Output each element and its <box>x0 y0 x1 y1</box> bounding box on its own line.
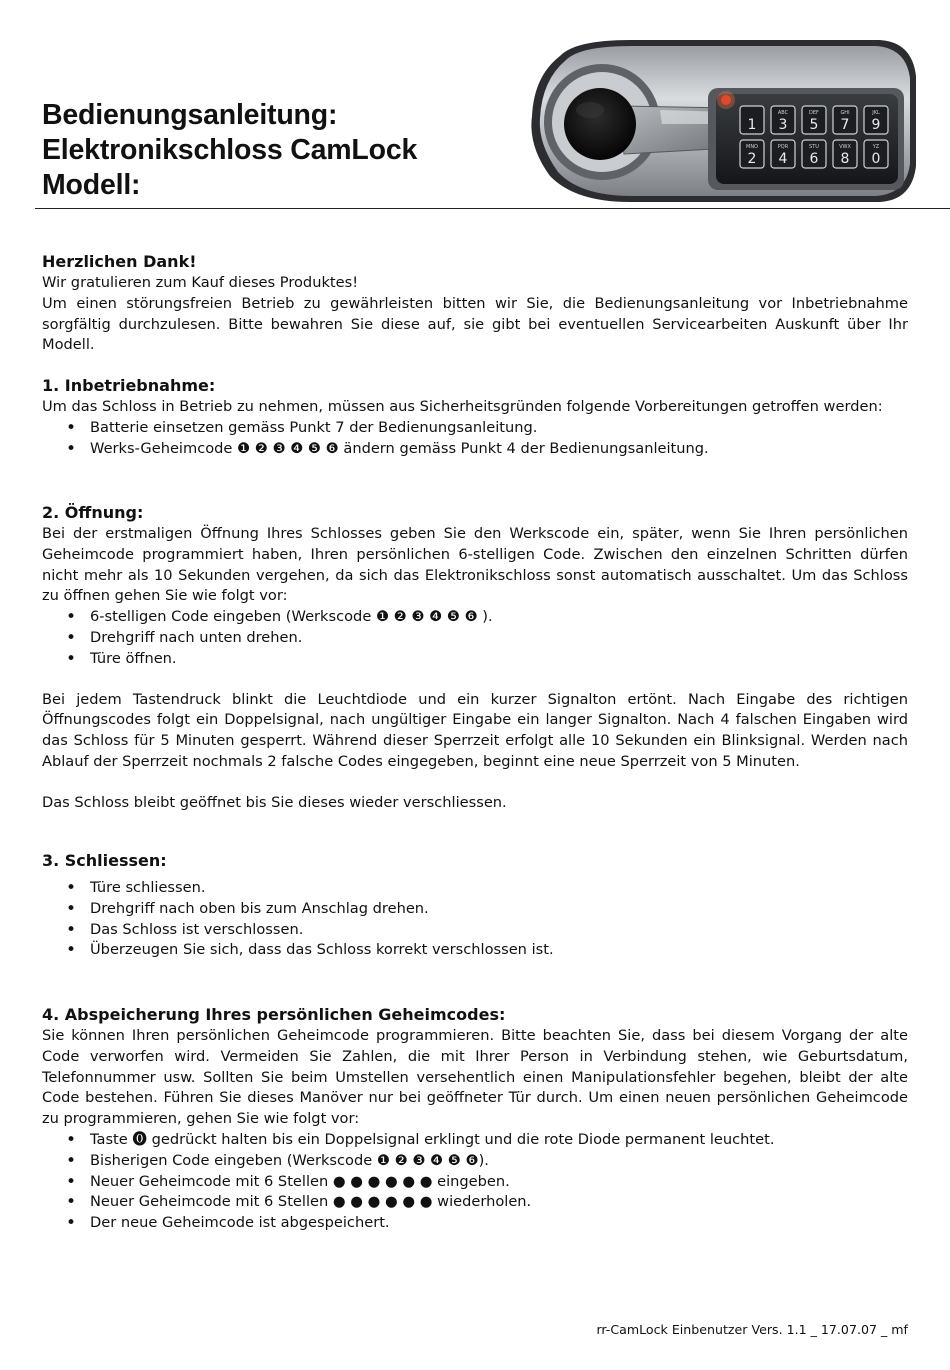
list-item: • Der neue Geheimcode ist abgespeichert. <box>42 1213 908 1234</box>
intro-heading: Herzlichen Dank! <box>42 252 197 271</box>
document-title <box>42 98 512 203</box>
list-item-text: Neuer Geheimcode mit 6 Stellen <box>90 1193 333 1211</box>
intro-section <box>42 251 908 356</box>
keypad-key-digit: 7 <box>840 117 850 133</box>
list-item-text: 6-stelligen Code eingeben (Werkscode <box>90 608 376 626</box>
keypad-key-0 <box>864 140 888 168</box>
keypad-key-5 <box>802 106 826 134</box>
list-item <box>42 1151 908 1172</box>
header-rule <box>35 208 950 209</box>
keypad-key-letters: DEF <box>809 110 819 116</box>
keypad-key-3 <box>771 106 795 134</box>
section-4-heading: 4. Abspeicherung Ihres persönlichen Geheimcodes: <box>42 1005 506 1024</box>
list-item: • Drehgriff nach unten drehen. <box>42 628 908 649</box>
intro-paragraph: Um einen störungsfreien Betrieb zu gewährleisten bitten wir Sie, die Bedienungsanleitung vor Inbetriebnahme sorgfältig durchzulesen. Bitte bewahren Sie diese auf, sie gibt bei eventuellen Servicearbeiten Auskunft über Ihr Modell. <box>42 294 908 354</box>
keypad-key-digit: 0 <box>871 151 881 167</box>
section-1-paragraph: Um das Schloss in Betrieb zu nehmen, müssen aus Sicherheitsgründen folgende Vorbereitungen getroffen werden: <box>42 398 883 415</box>
section-1-heading: 1. Inbetriebnahme: <box>42 376 216 395</box>
key-zero-glyph: ⓿ <box>132 1130 147 1148</box>
section-2 <box>42 502 908 814</box>
list-item <box>42 1130 908 1151</box>
list-item <box>42 1172 908 1193</box>
code-dots: ● ● ● ● ● ● <box>332 1172 433 1190</box>
section-2-paragraph-3: Das Schloss bleibt geöffnet bis Sie dieses wieder verschliessen. <box>42 793 507 811</box>
list-item: • Türe öffnen. <box>42 649 908 670</box>
list-item-text: gedrückt halten bis ein Doppelsignal erklingt und die rote Diode permanent leuchtet. <box>147 1130 775 1148</box>
keypad-key-8 <box>833 140 857 168</box>
list-item-text: Bisherigen Code eingeben (Werkscode <box>90 1151 377 1169</box>
factory-code-glyphs: ❶ ❷ ❸ ❹ ❺ ❻ <box>237 439 339 457</box>
keypad-key-letters: ABC <box>777 110 789 116</box>
keypad-key-6 <box>802 140 826 168</box>
list-item: • Das Schloss ist verschlossen. <box>42 920 908 941</box>
section-2-heading: 2. Öffnung: <box>42 503 144 522</box>
code-dots: ● ● ● ● ● ● <box>332 1193 433 1211</box>
list-item: • Überzeugen Sie sich, dass das Schloss korrekt verschlossen ist. <box>42 940 908 961</box>
factory-code-glyphs: ❶ ❷ ❸ ❹ ❺ ❻ <box>375 608 478 626</box>
keypad-key-letters: STU <box>809 144 819 150</box>
section-2-paragraph-2: Bei jedem Tastendruck blinkt die Leuchtdiode und ein kurzer Signalton ertönt. Nach Eingabe des richtigen Öffnungscodes folgt ein Doppelsignal, nach ungültiger Eingabe ein langer Signalton. Nach 4 falschen Eingaben wird das Schloss für 5 Minuten gesperrt. Während dieser Sperrzeit erfolgt alle 10 Sekunden ein Blinksignal. Werden nach Ablauf der Sperrzeit nochmals 2 falsche Codes eingegeben, beginnt eine neue Sperrzeit von 5 Minuten. <box>42 690 908 770</box>
list-item <box>42 1192 908 1213</box>
keypad-key-letters: JKL <box>872 110 880 116</box>
keypad-key-digit: 3 <box>778 117 788 133</box>
section-1-list <box>42 418 908 460</box>
section-4-list <box>42 1130 908 1234</box>
keypad-key-digit: 9 <box>871 117 881 133</box>
keypad-key-digit: 5 <box>809 117 819 133</box>
keypad-key-letters: VWX <box>839 144 851 150</box>
list-item: • Türe schliessen. <box>42 878 908 899</box>
section-4 <box>42 1004 908 1234</box>
section-3 <box>42 850 908 961</box>
keypad-key-letters: YZ <box>872 144 880 150</box>
keypad-key-2 <box>740 140 764 168</box>
section-4-paragraph: Sie können Ihren persönlichen Geheimcode programmieren. Bitte beachten Sie, dass bei diesem Vorgang der alte Code verworfen wird. Vermeiden Sie Zahlen, die mit Ihrer Person in Verbindung stehen, wie Geburtsdatum, Telefonnummer usw. Sollten Sie beim Umstellen versehentlich einen Manipulationsfehler begehen, bleibt der alte Code bestehen. Führen Sie dieses Manöver nur bei geöffneter Tür durch. Um einen neuen persönlichen Geheimcode zu programmieren, gehen Sie wie folgt vor: <box>42 1027 908 1128</box>
keypad-key-letters: GHI <box>840 110 850 116</box>
intro-line-1: Wir gratulieren zum Kauf dieses Produktes! <box>42 274 359 291</box>
keypad-key-4 <box>771 140 795 168</box>
camlock-product-image <box>520 36 920 206</box>
title-line-3: Modell: <box>42 169 141 201</box>
keypad-key-digit: 4 <box>778 151 788 167</box>
list-item-text: wiederholen. <box>432 1193 532 1211</box>
list-item-text: Neuer Geheimcode mit 6 Stellen <box>90 1172 333 1190</box>
factory-code-glyphs: ❶ ❷ ❸ ❹ ❺ ❻ <box>376 1151 479 1169</box>
keypad-key-letters: MNO <box>746 144 758 150</box>
section-1 <box>42 375 908 459</box>
list-item: • Drehgriff nach oben bis zum Anschlag drehen. <box>42 899 908 920</box>
list-item <box>42 607 908 628</box>
list-item-text: ändern gemäss Punkt 4 der Bedienungsanleitung. <box>338 439 709 457</box>
section-2-list <box>42 607 908 669</box>
keypad-key-digit: 8 <box>840 151 850 167</box>
list-item-text: ). <box>477 608 493 626</box>
list-item-text: Werks-Geheimcode <box>90 439 238 457</box>
keypad-key-letters: PQR <box>777 144 789 150</box>
footer-version: rr-CamLock Einbenutzer Vers. 1.1 _ 17.07.07 _ mf <box>596 1322 908 1337</box>
list-item-text: eingeben. <box>432 1172 510 1190</box>
list-item-text: Taste <box>90 1130 133 1148</box>
section-2-paragraph: Bei der erstmaligen Öffnung Ihres Schlosses geben Sie den Werkscode ein, später, wenn Sie Ihren persönlichen Geheimcode programmiert haben, Ihren persönlichen 6-stelligen Code. Zwischen den einzelnen Schritten dürfen nicht mehr als 10 Sekunden vergehen, da sich das Elektronikschloss sonst automatisch ausschaltet. Um das Schloss zu öffnen gehen Sie wie folgt vor: <box>42 525 908 605</box>
title-line-1: Bedienungsanleitung: <box>42 99 338 131</box>
title-line-2: Elektronikschloss CamLock <box>42 134 418 166</box>
keypad-key-digit: 1 <box>747 117 757 133</box>
keypad-key-digit: 2 <box>747 151 757 167</box>
list-item-text: ). <box>478 1151 489 1169</box>
section-3-list <box>42 878 908 961</box>
keypad-key-digit: 6 <box>809 151 819 167</box>
section-3-heading: 3. Schliessen: <box>42 851 167 870</box>
list-item: • Batterie einsetzen gemäss Punkt 7 der Bedienungsanleitung. <box>42 418 908 439</box>
list-item <box>42 439 908 460</box>
keypad-key-7 <box>833 106 857 134</box>
keypad-key-9 <box>864 106 888 134</box>
keypad-key-1 <box>740 106 764 134</box>
